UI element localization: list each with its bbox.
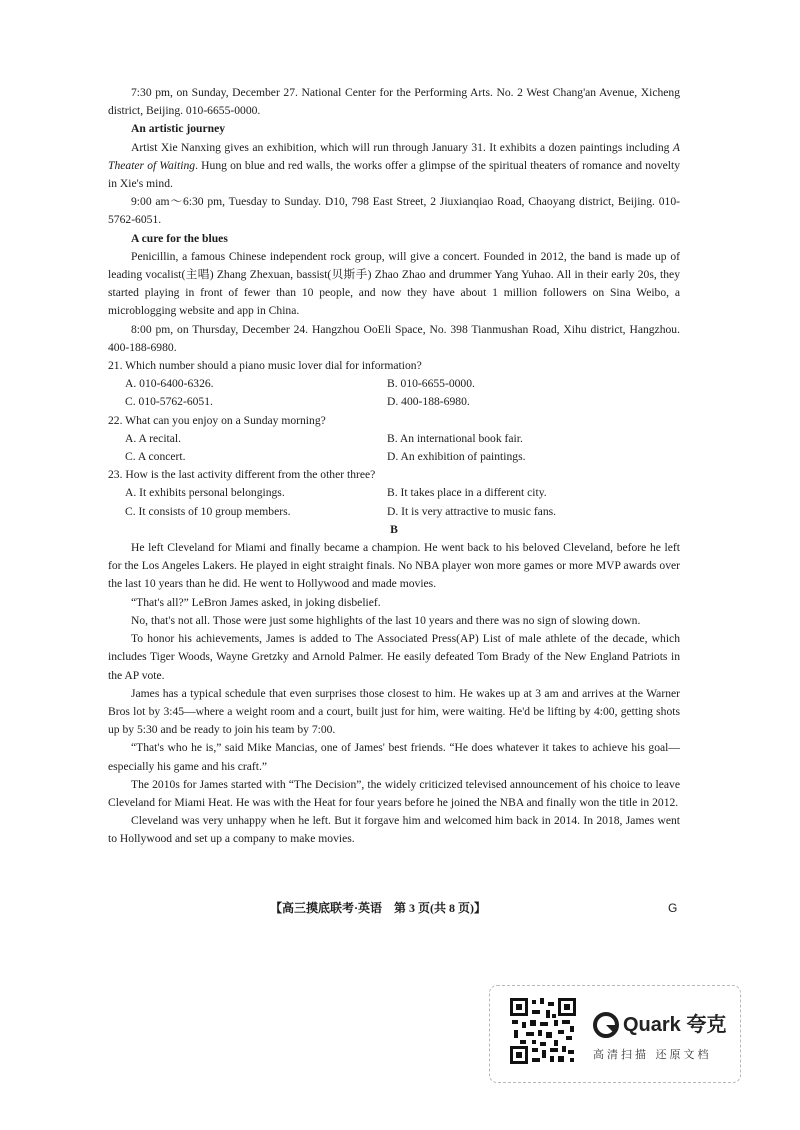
question-21	[108, 357, 680, 412]
option-a: A. A recital.	[125, 431, 182, 445]
paragraph: Cleveland was very unhappy when he left. But it forgave him and welcomed him back in 2014. In 2018, James went to Hollywood and set up a company to make movies.	[108, 814, 680, 846]
paragraph	[108, 139, 680, 194]
page-footer	[0, 899, 800, 919]
section-heading: An artistic journey	[131, 122, 226, 136]
section-letter: B	[390, 522, 398, 536]
question-stem: 23. How is the last activity different from the other three?	[108, 468, 376, 482]
brand-tagline: 高清扫描 还原文档	[593, 1048, 712, 1061]
quark-watermark	[489, 985, 741, 1083]
option-c: C. A concert.	[125, 450, 186, 464]
paragraph: 9:00 am～6:30 pm, Tuesday to Sunday. D10, 798 East Street, 2 Jiuxianqiao Road, Chaoyang district, Beijing. 010-5762-6051.	[108, 195, 680, 227]
paragraph: No, that's not all. Those were just some highlights of the last 10 years and there was no sign of slowing down.	[131, 613, 641, 627]
paragraph-text: . Hung on blue and red walls, the works offer a glimpse of the spiritual theaters of romance and novelty in Xie's mind.	[108, 158, 681, 191]
paragraph: 7:30 pm, on Sunday, December 27. National Center for the Performing Arts. No. 2 West Chang'an Avenue, Xicheng district, Beijing. 010-6655-0000.	[108, 86, 680, 118]
footer-version: G	[668, 901, 678, 915]
paragraph: James has a typical schedule that even surprises those closest to him. He wakes up at 3 am and arrives at the Warner Bros lot by 3:45—where a weight room and a court, built just for him, were waiting. He'd be lifting by 4:00, getting shots up by 5:30 and be ready to join his team by 7:00.	[108, 686, 680, 737]
option-a: A. It exhibits personal belongings.	[125, 486, 285, 500]
option-list	[108, 484, 680, 520]
paragraph: The 2010s for James started with “The Decision”, the widely criticized televised announcement of his choice to leave Cleveland for Miami Heat. He was with the Heat for four years before he joined the NBA and finally won the title in 2012.	[108, 777, 680, 809]
option-d: D. 400-188-6980.	[387, 395, 470, 409]
option-list	[108, 375, 680, 411]
footer-page-info: 【高三摸底联考·英语 第 3 页(共 8 页)】	[270, 901, 486, 915]
paragraph: Penicillin, a famous Chinese independent rock group, will give a concert. Founded in 2012, the band is made up of leading vocalist(主唱) Zhang Zhexuan, bassist(贝斯手) Zhao Zhao and drummer Yang Yuhao. All in their early 20s, they started playing in front of fewer than 10 people, and now they have about 1 million followers on Sina Weibo, a microblogging website and app in China.	[108, 249, 680, 318]
quark-brand	[593, 1011, 726, 1039]
section-heading: A cure for the blues	[131, 231, 228, 245]
option-c: C. It consists of 10 group members.	[125, 504, 291, 518]
paragraph: 8:00 pm, on Thursday, December 24. Hangzhou OoEli Space, No. 398 Tianmushan Road, Xihu district, Hangzhou. 400-188-6980.	[108, 322, 680, 354]
option-d: D. It is very attractive to music fans.	[387, 504, 557, 518]
option-list	[108, 430, 680, 466]
question-22	[108, 412, 680, 467]
painting-title: A Theater of Waiting	[108, 140, 680, 172]
question-stem: 22. What can you enjoy on a Sunday morning?	[108, 413, 326, 427]
option-a: A. 010-6400-6326.	[125, 377, 214, 391]
option-c: C. 010-5762-6051.	[125, 395, 213, 409]
paragraph: To honor his achievements, James is added to The Associated Press(AP) List of male athlete of the decade, which includes Tiger Woods, Wayne Gretzky and Arnold Palmer. He easily defeated Tom Brady of the New England Patriots in the AP vote.	[108, 632, 680, 682]
paragraph: “That's all?” LeBron James asked, in joking disbelief.	[131, 595, 381, 609]
brand-name: Quark 夸克	[623, 1013, 727, 1036]
paragraph: “That's who he is,” said Mike Mancias, one of James' best friends. “He does whatever it takes to achieve his goal—especially his game and his craft.”	[108, 741, 680, 773]
option-d: D. An exhibition of paintings.	[387, 450, 526, 464]
quark-logo-icon	[593, 1012, 619, 1038]
question-23	[108, 466, 680, 521]
option-b: B. 010-6655-0000.	[387, 377, 475, 391]
option-b: B. It takes place in a different city.	[387, 486, 547, 500]
question-stem: 21. Which number should a piano music lover dial for information?	[108, 359, 422, 373]
option-b: B. An international book fair.	[387, 431, 523, 445]
paragraph-text: Artist Xie Nanxing gives an exhibition, which will run through January 31. It exhibits a dozen paintings including	[131, 140, 673, 154]
paragraph: He left Cleveland for Miami and finally became a champion. He went back to his beloved Cleveland, before he left for the Los Angeles Lakers. He played in eight straight finals. No NBA player won more games or more MVP awards over the last 10 years than he did. He went to Hollywood and made movies.	[108, 541, 680, 591]
qr-code-icon	[510, 998, 576, 1064]
page-content	[108, 84, 680, 849]
